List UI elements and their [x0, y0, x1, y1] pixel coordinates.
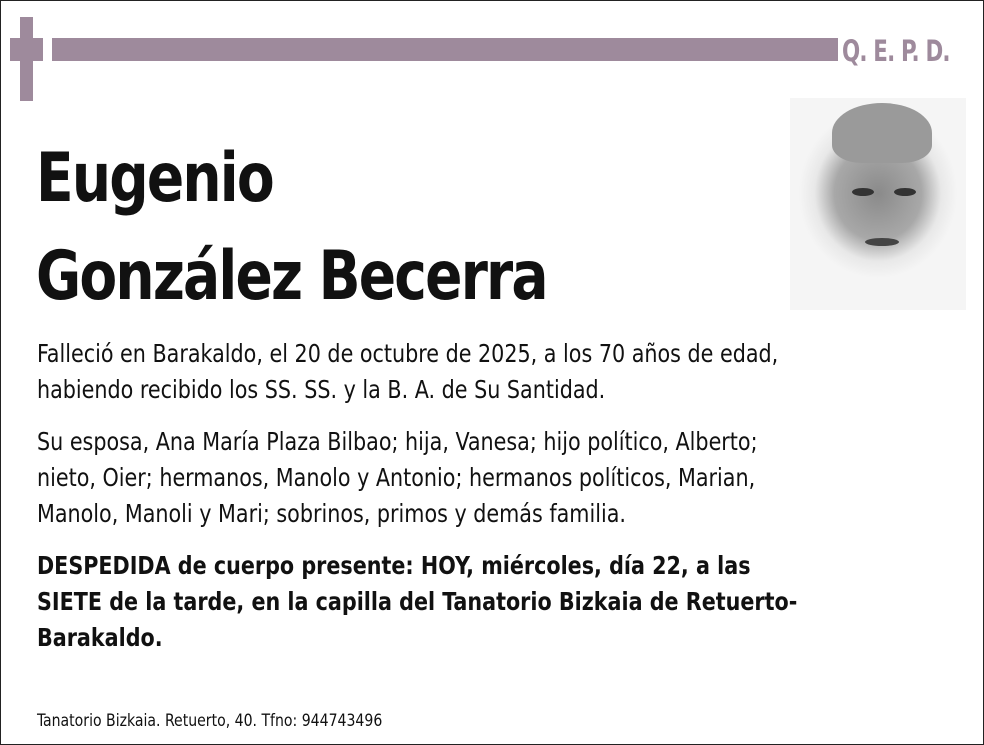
first-name: Eugenio	[36, 139, 273, 218]
header-bar	[52, 38, 838, 61]
deceased-photo	[790, 98, 966, 310]
family-paragraph	[37, 424, 865, 532]
qepd-label: Q. E. P. D.	[842, 34, 950, 68]
text-line: SIETE de la tarde, en la capilla del Tanatorio Bizkaia de Retuerto-	[37, 587, 798, 616]
text-line: DESPEDIDA de cuerpo presente: HOY, miércoles, día 22, a las	[37, 551, 751, 580]
text-line: habiendo recibido los SS. SS. y la B. A. de Su Santidad.	[37, 375, 606, 404]
footer-contact: Tanatorio Bizkaia. Retuerto, 40. Tfno: 944743496	[37, 711, 383, 731]
text-line: nieto, Oier; hermanos, Manolo y Antonio; hermanos políticos, Marian,	[37, 463, 756, 492]
text-line: Barakaldo.	[37, 623, 163, 652]
farewell-paragraph	[37, 548, 865, 656]
deceased-name	[36, 130, 547, 326]
death-paragraph	[37, 336, 865, 408]
text-line: Su esposa, Ana María Plaza Bilbao; hija, Vanesa; hijo político, Alberto;	[37, 427, 758, 456]
text-line: Manolo, Manoli y Mari; sobrinos, primos y demás familia.	[37, 499, 626, 528]
text-line: Falleció en Barakaldo, el 20 de octubre de 2025, a los 70 años de edad,	[37, 339, 779, 368]
surnames: González Becerra	[36, 237, 547, 316]
cross-icon-arm	[10, 38, 43, 61]
